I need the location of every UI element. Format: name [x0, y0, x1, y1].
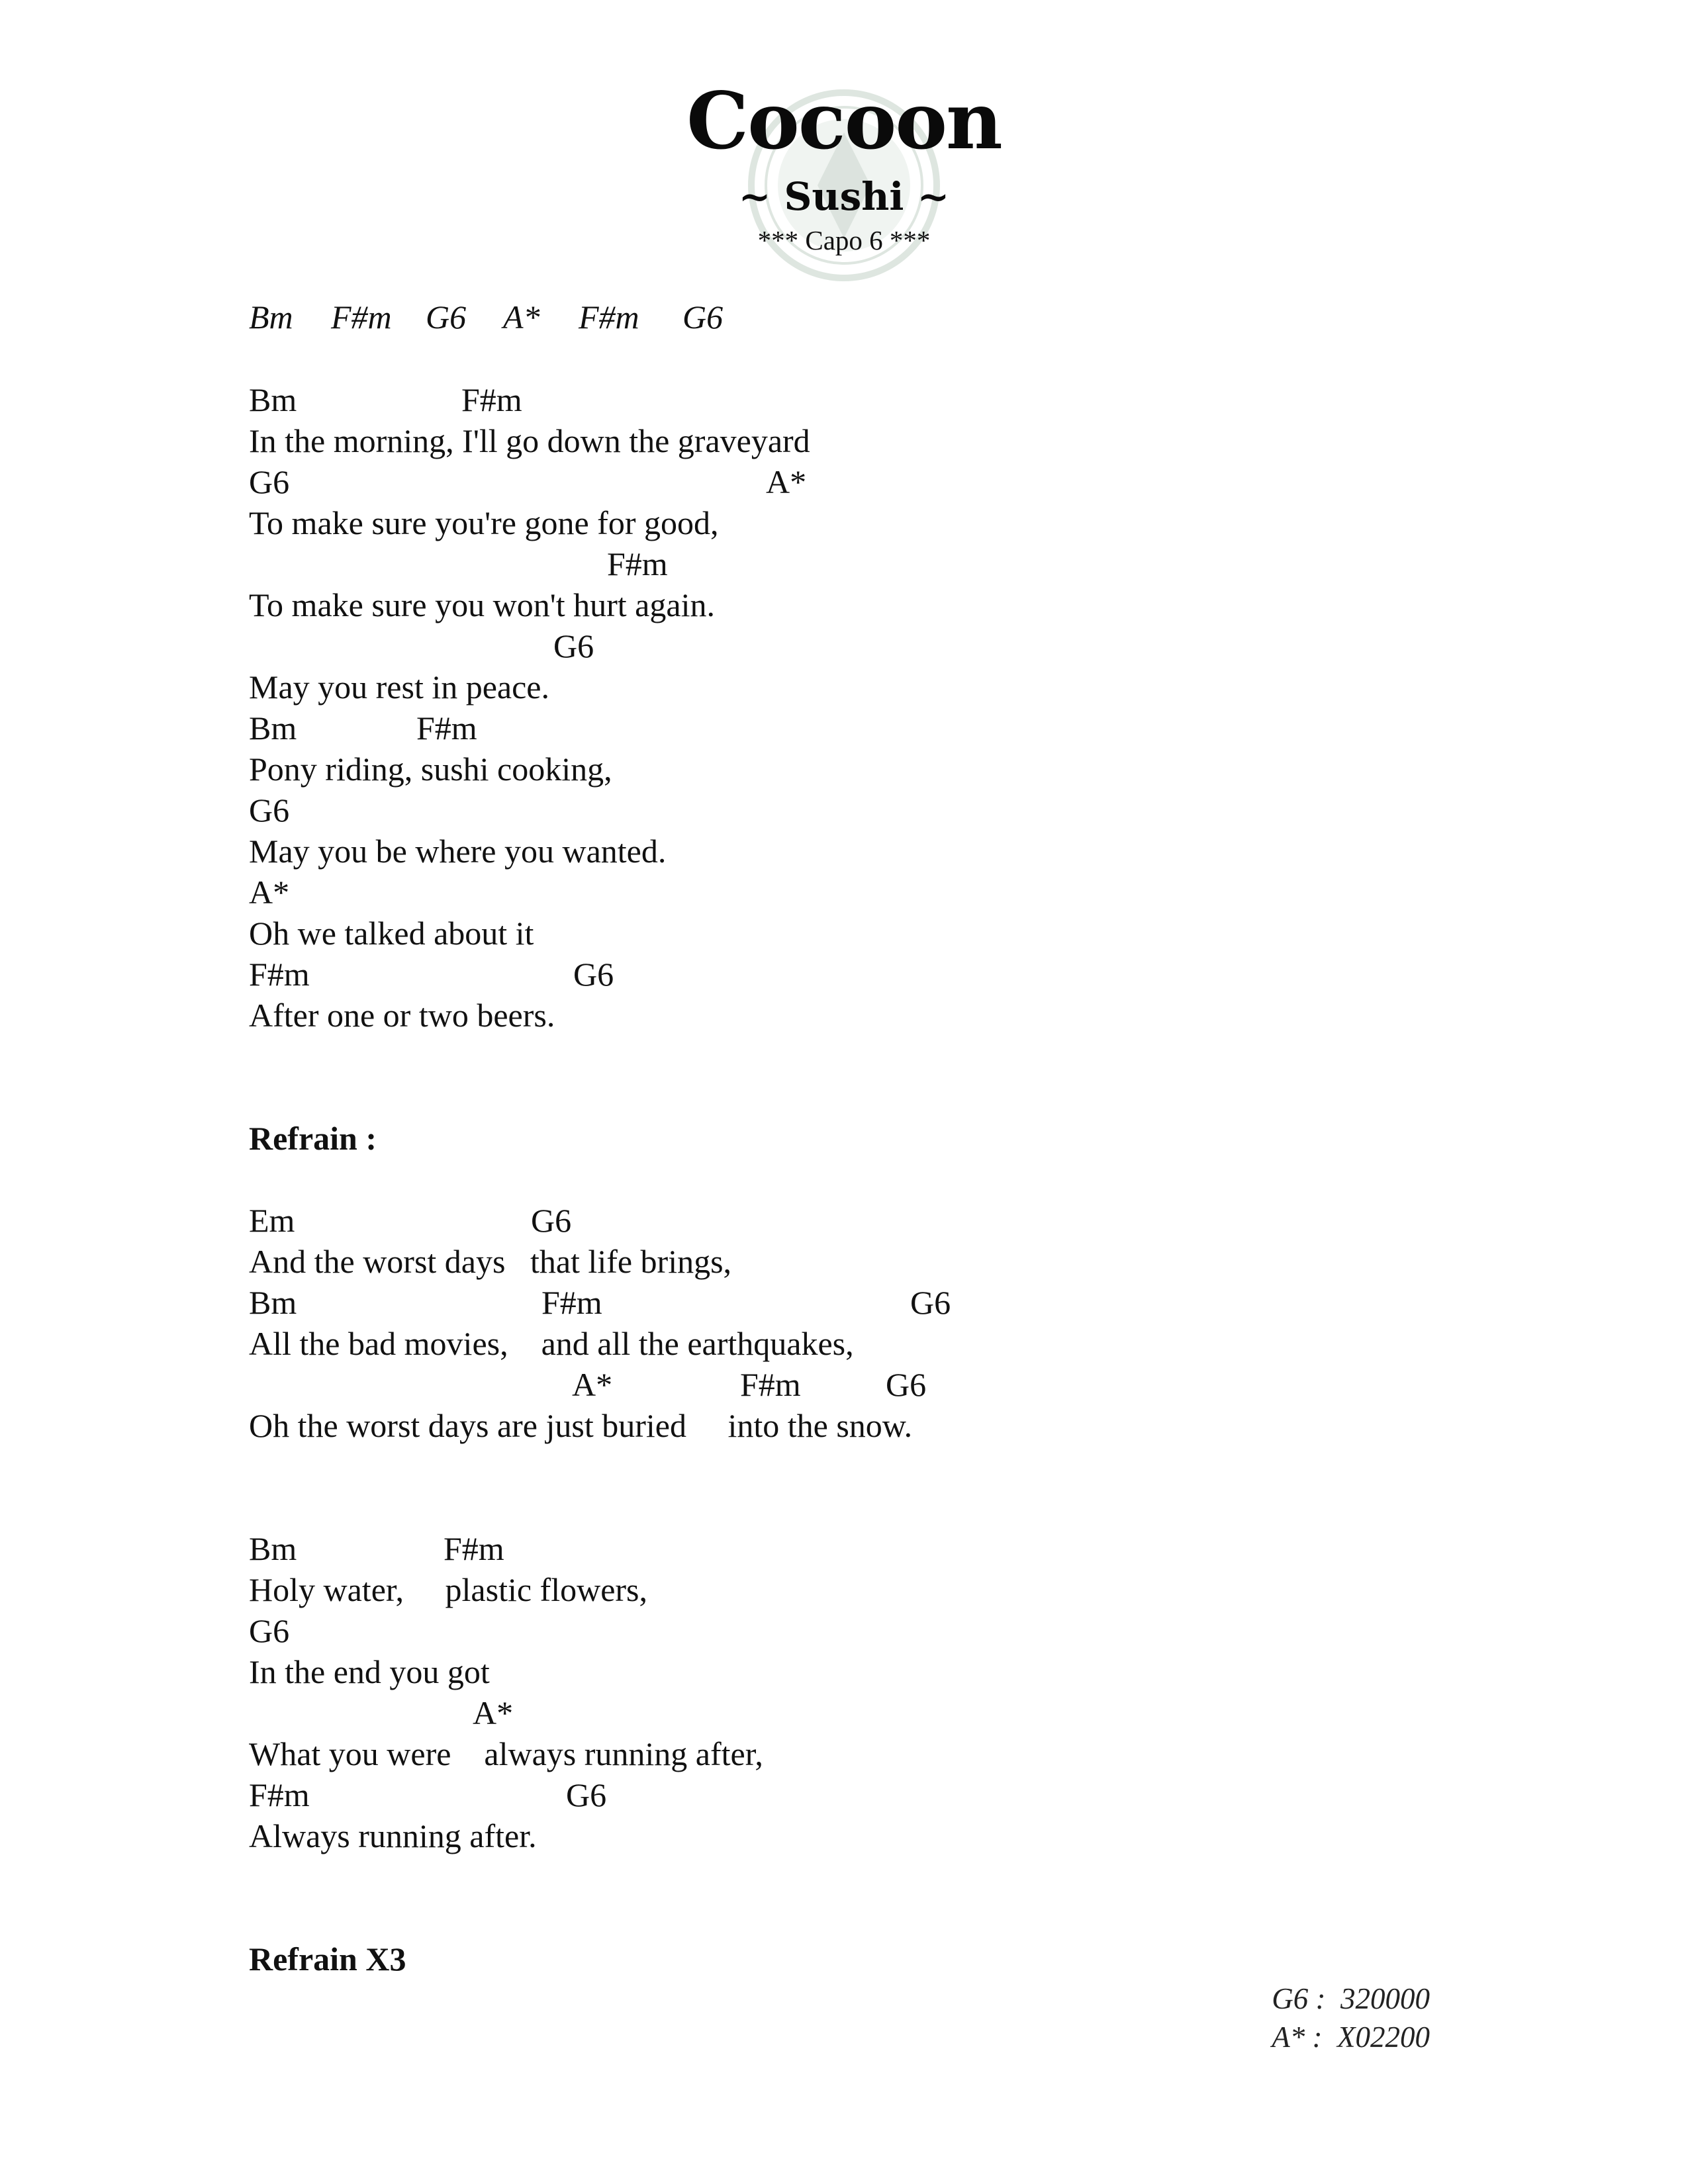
lyric-line: In the morning, I'll go down the graveyard — [249, 422, 810, 459]
intro-chord: F#m — [579, 298, 639, 336]
chord: A* — [249, 874, 290, 911]
chord: G6 — [249, 1612, 290, 1649]
intro-chord: G6 — [426, 298, 467, 336]
chord: F#m — [444, 1530, 504, 1567]
intro-chord: A* — [503, 298, 540, 336]
lyric-line: Oh the worst days are just buried into the snow. — [249, 1407, 913, 1444]
chord: G6 — [249, 463, 290, 500]
chord: Em — [249, 1202, 295, 1239]
chord: G6 — [249, 792, 290, 829]
chord: A* — [766, 463, 807, 500]
lyric-line: Oh we talked about it — [249, 915, 534, 952]
chord: F#m — [541, 1284, 602, 1321]
chord: G6 — [910, 1284, 951, 1321]
chord: A* — [473, 1694, 514, 1731]
chord: Bm — [249, 381, 297, 418]
lyric-line: After one or two beers. — [249, 997, 555, 1034]
chord: F#m — [607, 545, 668, 582]
chord: G6 — [886, 1366, 927, 1403]
lyric-line: What you were always running after, — [249, 1735, 763, 1772]
song-artist: ~ Sushi ~ — [738, 174, 950, 219]
lyric-line: All the bad movies, and all the earthquakes, — [249, 1325, 854, 1362]
intro-chord: F#m — [331, 298, 392, 336]
chord: G6 — [531, 1202, 572, 1239]
lyric-line: In the end you got — [249, 1653, 490, 1690]
chord-shape-a-star: A* : X02200 — [1272, 2021, 1430, 2054]
refrain-repeat-heading: Refrain X3 — [249, 1940, 406, 1978]
lyric-line: To make sure you're gone for good, — [249, 504, 719, 541]
chord: F#m — [461, 381, 522, 418]
refrain-heading: Refrain : — [249, 1120, 377, 1157]
lyric-line: Pony riding, sushi cooking, — [249, 751, 612, 788]
chord: G6 — [553, 627, 594, 664]
chord: A* — [572, 1366, 613, 1403]
lyric-line: May you rest in peace. — [249, 668, 550, 705]
lyric-line: And the worst days that life brings, — [249, 1243, 732, 1280]
intro-chord: Bm — [249, 298, 293, 336]
lyric-line: Always running after. — [249, 1817, 537, 1854]
capo-note: *** Capo 6 *** — [757, 225, 931, 255]
chord: Bm — [249, 709, 297, 747]
lyric-line: May you be where you wanted. — [249, 833, 667, 870]
chord: G6 — [566, 1776, 607, 1813]
song-title: Cocoon — [686, 75, 1002, 167]
chord: F#m — [249, 1776, 310, 1813]
lyric-line: To make sure you won't hurt again. — [249, 586, 715, 623]
chord: Bm — [249, 1284, 297, 1321]
lyric-line: Holy water, plastic flowers, — [249, 1571, 648, 1608]
chord: Bm — [249, 1530, 297, 1567]
chord: F#m — [740, 1366, 801, 1403]
chord-shape-g6: G6 : 320000 — [1272, 1982, 1430, 2015]
intro-chord: G6 — [682, 298, 724, 336]
chord: F#m — [249, 956, 310, 993]
chord: F#m — [416, 709, 477, 747]
chord: G6 — [573, 956, 614, 993]
